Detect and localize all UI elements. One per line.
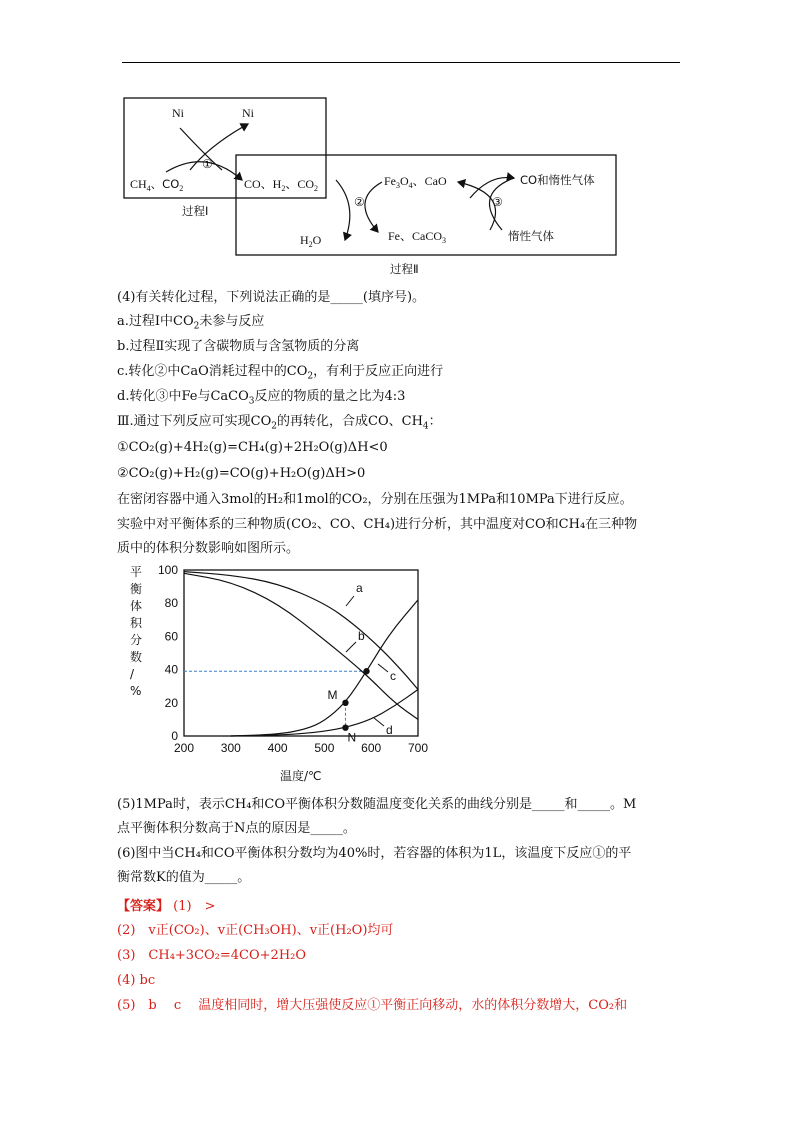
y-tick-label: 40 <box>164 662 178 677</box>
series-a-pointer <box>346 596 354 606</box>
answer-4: (4) bc <box>117 973 156 988</box>
x-tick-label: 200 <box>173 741 195 755</box>
question-6-line-2: 衡常数K的值为_____。 <box>117 870 251 885</box>
series-c-curve <box>231 600 418 736</box>
option-b: b.过程Ⅱ实现了含碳物质与含氢物质的分离 <box>117 339 360 354</box>
series-d-pointer <box>374 718 384 726</box>
y-tick-label: 60 <box>164 629 178 644</box>
x-tick-label: 600 <box>361 741 382 755</box>
ni-left-label: Ni <box>172 106 184 120</box>
y-axis-label: 平衡体积分数/ % <box>130 565 143 698</box>
question-6-line-1: (6)图中当CH₄和CO平衡体积分数均为40%时，若容器的体积为1L，该温度下反应①的平 <box>117 846 632 861</box>
y-axis-label-group <box>130 565 143 698</box>
arrow-step2-b <box>365 182 382 232</box>
point-intersection <box>363 668 369 674</box>
x-tick-label: 400 <box>267 741 288 755</box>
point-label-N: N <box>347 730 357 745</box>
process1-label: 过程Ⅰ <box>182 204 209 218</box>
series-a-label: a <box>356 581 363 595</box>
plot-frame <box>184 570 418 736</box>
h2o-label: $H_2O$ <box>300 233 322 249</box>
point-label-M: M <box>327 687 338 702</box>
arrow-step2-a <box>336 180 350 240</box>
question-5-line-1: (5)1MPa时，表示CH₄和CO平衡体积分数随温度变化关系的曲线分别是_____和_____。M <box>117 797 637 812</box>
question-4: (4)有关转化过程，下列说法正确的是_____(填序号)。 <box>117 290 426 305</box>
inert-label: 惰性气体 <box>508 229 554 243</box>
reaction-scheme-diagram <box>110 90 630 285</box>
x-tick-label: 500 <box>314 741 335 755</box>
x-axis-label: 温度/℃ <box>280 769 322 783</box>
question-5-line-2: 点平衡体积分数高于N点的原因是_____。 <box>117 821 356 836</box>
option-c: c.转化②中CaO消耗过程中的$CO_2$，有利于反应正向进行 <box>117 364 444 382</box>
x-tick-label: 700 <box>407 741 429 755</box>
series-b-pointer <box>346 642 356 652</box>
answer-5: (5) b c 温度相同时，增大压强使反应①平衡正向移动，水的体积分数增大，CO₂和 <box>117 998 628 1013</box>
point-M <box>342 700 348 706</box>
process2-label: 过程Ⅱ <box>390 262 419 276</box>
step1-label: ① <box>202 157 213 171</box>
volume-fraction-chart <box>118 562 438 787</box>
series-a-curve <box>184 572 418 690</box>
y-tick-label: 100 <box>157 563 178 577</box>
y-tick-label: 80 <box>164 596 178 611</box>
reaction-2: ②CO₂(g)+H₂(g)=CO(g)+H₂O(g)ΔH>0 <box>117 466 366 481</box>
series-c-pointer <box>378 664 388 672</box>
ni-right-label: Ni <box>242 106 254 120</box>
paragraph-line-2: 实验中对平衡体系的三种物质(CO₂、CO、CH₄)进行分析，其中温度对CO和CH₄在三种物 <box>117 517 638 532</box>
paragraph-line-1: 在密闭容器中通入3mol的H₂和1mol的CO₂，分别在压强为1MPa和10MPa下进行反应。 <box>117 492 633 507</box>
section-3-intro: Ⅲ.通过下列反应可实现$CO_2$的再转化，合成CO、$CH_4$： <box>117 414 442 432</box>
series-b-curve <box>184 573 418 719</box>
series-b-label: b <box>358 629 365 643</box>
answer-3: (3) CH₄+3CO₂=4CO+2H₂O <box>117 948 307 963</box>
option-a: a.过程Ⅰ中$CO_2$未参与反应 <box>117 314 265 332</box>
reaction-1: ①CO₂(g)+4H₂(g)=CH₄(g)+2H₂O(g)ΔH<0 <box>117 440 388 455</box>
fe3o4-cao-label: $Fe_3O_4$、CaO <box>384 174 447 190</box>
paragraph-line-3: 质中的体积分数影响如图所示。 <box>117 541 300 556</box>
answer-2: (2) v正(CO₂)、v正(CH₃OH)、v正(H₂O)均可 <box>117 923 394 938</box>
option-d: d.转化③中Fe与CaCO$_3$反应的物质的量之比为4:3 <box>117 389 406 407</box>
answer-1: 【答案】 (1) > <box>117 899 216 914</box>
step2-label: ② <box>354 195 365 209</box>
x-tick-label: 300 <box>220 741 241 755</box>
step3-label: ③ <box>492 195 503 209</box>
fe-caco3-label: Fe、CaCO$_3$ <box>388 229 447 245</box>
series-c-label: c <box>390 669 396 683</box>
products1-label: CO、$H_2$、$CO_2$ <box>244 177 319 193</box>
reactants1-label: $CH_4$、$CO_2$ <box>130 177 184 193</box>
header-rule <box>122 62 680 63</box>
answer-label: 【答案】 <box>117 899 170 914</box>
y-tick-label: 0 <box>171 729 178 743</box>
y-tick-label: 20 <box>164 695 178 710</box>
series-d-label: d <box>386 723 393 737</box>
co-inert-label: CO和惰性气体 <box>520 173 595 187</box>
